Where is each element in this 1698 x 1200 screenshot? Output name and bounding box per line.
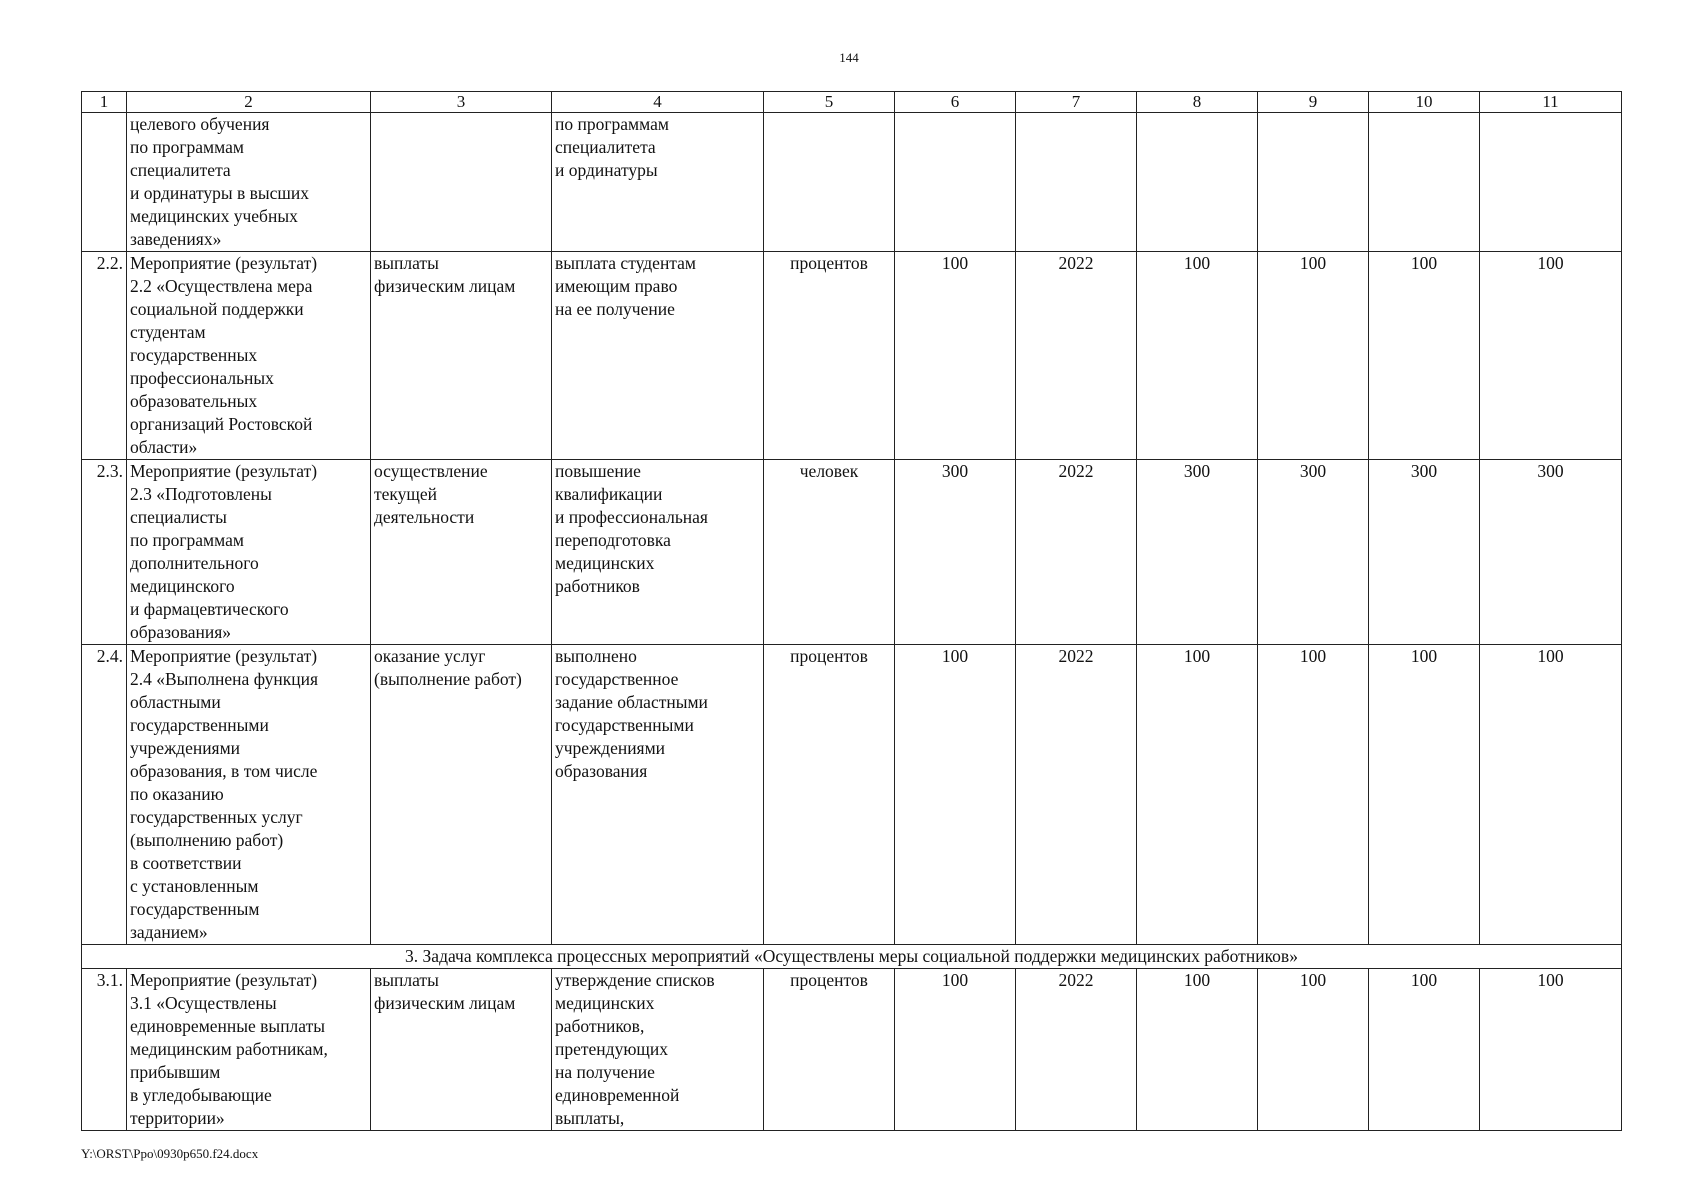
char-line: образования: [555, 761, 648, 781]
cell-v1: [1137, 113, 1258, 252]
char-line: специалитета: [555, 137, 656, 157]
cell-unit: [764, 113, 895, 252]
cell-unit: процентов: [764, 252, 895, 460]
name-line: Мероприятие (результат): [130, 461, 318, 481]
cell-year: 2022: [1016, 645, 1137, 945]
type-line: физическим лицам: [374, 276, 516, 296]
column-number-row: [82, 92, 1622, 113]
char-line: на получение: [555, 1062, 655, 1082]
name-line: социальной поддержки: [130, 299, 304, 319]
name-line: единовременные выплаты: [130, 1016, 326, 1036]
name-line: областными: [130, 692, 221, 712]
char-line: на ее получение: [555, 299, 675, 319]
name-line: Мероприятие (результат): [130, 646, 318, 666]
char-line: и ординатуры: [555, 160, 658, 180]
name-line: 3.1 «Осуществлены: [130, 993, 277, 1013]
cell-name: [127, 252, 371, 460]
name-line: по оказанию: [130, 784, 224, 804]
name-line: области»: [130, 437, 198, 457]
char-line: выполнено: [555, 646, 637, 666]
char-line: выплаты,: [555, 1108, 625, 1128]
cell-v3: 100: [1369, 645, 1480, 945]
cell-unit: процентов: [764, 969, 895, 1131]
column-number: 7: [1016, 92, 1137, 113]
name-line: 2.2 «Осуществлена мера: [130, 276, 313, 296]
column-number: 6: [895, 92, 1016, 113]
item-number: 2.4.: [82, 645, 127, 945]
name-line: медицинских учебных: [130, 206, 298, 226]
char-line: имеющим право: [555, 276, 678, 296]
name-line: в угледобывающие: [130, 1085, 272, 1105]
name-line: и фармацевтического: [130, 599, 289, 619]
cell-v4: 100: [1480, 645, 1622, 945]
name-line: государственных услуг: [130, 807, 303, 827]
char-line: утверждение списков: [555, 970, 715, 990]
cell-v3: 100: [1369, 969, 1480, 1131]
column-number: 2: [127, 92, 371, 113]
name-line: организаций Ростовской: [130, 414, 313, 434]
name-line: специалисты: [130, 507, 227, 527]
name-line: (выполнению работ): [130, 830, 284, 850]
cell-type: [371, 113, 552, 252]
cell-v2: 100: [1258, 969, 1369, 1131]
cell-v4: [1480, 113, 1622, 252]
name-line: Мероприятие (результат): [130, 253, 318, 273]
name-line: целевого обучения: [130, 114, 270, 134]
column-number: 5: [764, 92, 895, 113]
cell-v3: 100: [1369, 252, 1480, 460]
column-number: 8: [1137, 92, 1258, 113]
table-row: [82, 252, 1622, 460]
cell-type: [371, 645, 552, 945]
cell-v4: 100: [1480, 969, 1622, 1131]
type-line: оказание услуг: [374, 646, 486, 666]
char-line: повышение: [555, 461, 641, 481]
file-path-footer: Y:\ORST\Ppo\0930p650.f24.docx: [81, 1146, 259, 1161]
cell-type: [371, 460, 552, 645]
type-line: деятельности: [374, 507, 475, 527]
cell-v3: 300: [1369, 460, 1480, 645]
type-line: (выполнение работ): [374, 669, 522, 689]
column-number: 11: [1480, 92, 1622, 113]
name-line: территории»: [130, 1108, 225, 1128]
cell-v4: 300: [1480, 460, 1622, 645]
table-row: [82, 460, 1622, 645]
name-line: заведениях»: [130, 229, 222, 249]
cell-type: [371, 252, 552, 460]
cell-year: 2022: [1016, 252, 1137, 460]
char-line: государственными: [555, 715, 694, 735]
name-line: государственных: [130, 345, 258, 365]
cell-unit: процентов: [764, 645, 895, 945]
cell-name: [127, 969, 371, 1131]
task-heading: 3. Задача комплекса процессных мероприятий «Осуществлены меры социальной поддержки медицинских работников»: [82, 945, 1622, 969]
name-line: и ординатуры в высших: [130, 183, 310, 203]
char-line: государственное: [555, 669, 679, 689]
char-line: учреждениями: [555, 738, 666, 758]
type-line: текущей: [374, 484, 438, 504]
char-line: задание областными: [555, 692, 708, 712]
name-line: дополнительного: [130, 553, 259, 573]
name-line: медицинского: [130, 576, 235, 596]
name-line: образования, в том числе: [130, 761, 318, 781]
char-line: претендующих: [555, 1039, 668, 1059]
type-line: физическим лицам: [374, 993, 516, 1013]
item-number: 3.1.: [82, 969, 127, 1131]
name-line: 2.4 «Выполнена функция: [130, 669, 318, 689]
name-line: в соответствии: [130, 853, 242, 873]
char-line: работников,: [555, 1016, 645, 1036]
name-line: медицинским работникам,: [130, 1039, 328, 1059]
item-number: 2.2.: [82, 252, 127, 460]
type-line: осуществление: [374, 461, 488, 481]
type-line: выплаты: [374, 970, 439, 990]
column-number: 1: [82, 92, 127, 113]
type-line: выплаты: [374, 253, 439, 273]
cell-v4: 100: [1480, 252, 1622, 460]
cell-base: 300: [895, 460, 1016, 645]
table-row: [82, 113, 1622, 252]
name-line: по программам: [130, 530, 244, 550]
column-number: 9: [1258, 92, 1369, 113]
name-line: студентам: [130, 322, 206, 342]
name-line: Мероприятие (результат): [130, 970, 318, 990]
char-line: и профессиональная: [555, 507, 708, 527]
cell-base: 100: [895, 252, 1016, 460]
cell-base: 100: [895, 969, 1016, 1131]
name-line: с установленным: [130, 876, 259, 896]
name-line: прибывшим: [130, 1062, 221, 1082]
name-line: учреждениями: [130, 738, 241, 758]
cell-year: 2022: [1016, 460, 1137, 645]
name-line: 2.3 «Подготовлены: [130, 484, 272, 504]
cell-name: [127, 460, 371, 645]
char-line: единовременной: [555, 1085, 680, 1105]
cell-unit: человек: [764, 460, 895, 645]
cell-v3: [1369, 113, 1480, 252]
cell-year: [1016, 113, 1137, 252]
char-line: квалификации: [555, 484, 663, 504]
item-number: 2.3.: [82, 460, 127, 645]
name-line: государственным: [130, 899, 260, 919]
char-line: работников: [555, 576, 640, 596]
name-line: по программам: [130, 137, 244, 157]
table-row: [82, 645, 1622, 945]
cell-char: [552, 113, 764, 252]
item-number: [82, 113, 127, 252]
name-line: государственными: [130, 715, 269, 735]
cell-v2: 100: [1258, 645, 1369, 945]
cell-v1: 100: [1137, 645, 1258, 945]
name-line: заданием»: [130, 922, 208, 942]
cell-v1: 100: [1137, 252, 1258, 460]
cell-char: [552, 252, 764, 460]
cell-base: 100: [895, 645, 1016, 945]
name-line: образовательных: [130, 391, 258, 411]
char-line: переподготовка: [555, 530, 671, 550]
cell-year: 2022: [1016, 969, 1137, 1131]
name-line: профессиональных: [130, 368, 274, 388]
char-line: выплата студентам: [555, 253, 697, 273]
cell-v2: [1258, 113, 1369, 252]
table-row: [82, 969, 1622, 1131]
cell-char: [552, 969, 764, 1131]
page-number: 144: [839, 50, 859, 65]
cell-v2: 300: [1258, 460, 1369, 645]
char-line: по программам: [555, 114, 669, 134]
name-line: образования»: [130, 622, 232, 642]
char-line: медицинских: [555, 553, 655, 573]
cell-name: [127, 113, 371, 252]
cell-name: [127, 645, 371, 945]
name-line: специалитета: [130, 160, 231, 180]
char-line: медицинских: [555, 993, 655, 1013]
cell-char: [552, 645, 764, 945]
cell-base: [895, 113, 1016, 252]
column-number: 3: [371, 92, 552, 113]
task-row: [82, 945, 1622, 969]
column-number: 4: [552, 92, 764, 113]
cell-type: [371, 969, 552, 1131]
cell-v1: 100: [1137, 969, 1258, 1131]
cell-v1: 300: [1137, 460, 1258, 645]
column-number: 10: [1369, 92, 1480, 113]
cell-v2: 100: [1258, 252, 1369, 460]
cell-char: [552, 460, 764, 645]
measures-table: [81, 91, 1622, 1131]
